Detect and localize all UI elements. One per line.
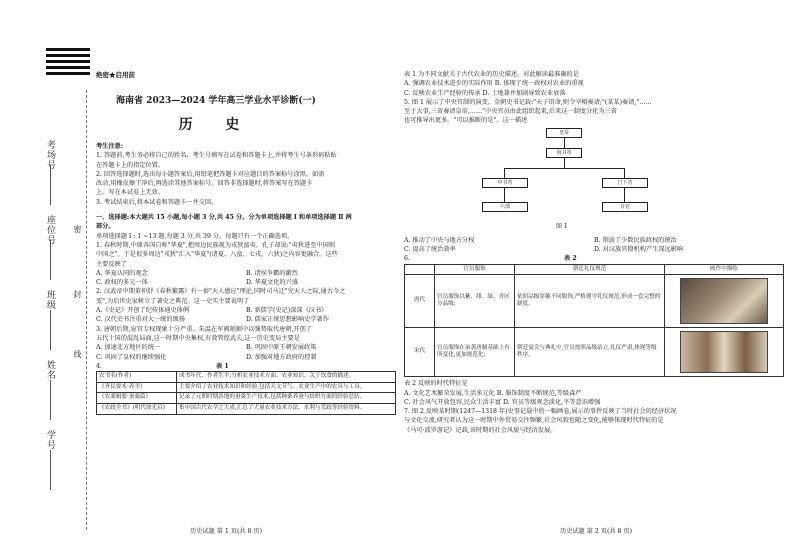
binding-label-2: 座位号 — [45, 215, 55, 245]
diagram-node-left: 中书省 — [482, 178, 528, 188]
table-cell-image — [665, 328, 784, 377]
notice-line: 3. 考试结束后,将本试卷和答题卡一并交回。 — [96, 198, 218, 206]
notice-line: 1. 答题前,考生务必将自己的姓名、考生号填写在试卷和答题卡上,并将考生号条形码粘贴 — [96, 152, 337, 160]
right-column — [404, 70, 788, 435]
tang-painting-image — [680, 278, 768, 324]
notice-line: 上。写在本试卷上无效。 — [96, 189, 165, 197]
notice-block — [96, 142, 400, 207]
figure-1-diagram — [464, 126, 664, 236]
q7-line: 《马可·波罗游记》记载,该时期的社会风貌与经济发展。 — [404, 426, 557, 434]
q4-table — [96, 371, 396, 414]
confidential-mark: 绝密★启用前 — [96, 71, 135, 79]
q3-option-c[interactable]: C. 巩固了皇权的继续强化 — [96, 353, 167, 361]
q2-option-c[interactable]: C. 汉代史书注重对大一统的颂扬 — [96, 316, 185, 324]
question-1 — [96, 241, 400, 287]
table-row — [97, 382, 396, 393]
q7-line: 7. 图 2 反映某时期(1247—1318 年)史事记载中的一幅画卷,展示的事件反映了当时社会的经济状况 — [404, 408, 677, 416]
table-cell: 官员服饰以紫、绯、绿、青区分品级; — [435, 275, 515, 328]
q6-question: 表 2 反映的时代特征是 — [404, 380, 468, 388]
diagram-node-mid: 尚书省 — [546, 148, 582, 158]
q4-table-title: 表 1 — [216, 362, 229, 370]
q3-line: 五代十国的混乱局面,这一时期中央集权,有效管控武夫,这一历史变局主要是 — [96, 334, 300, 342]
subject-title: 历 史 — [178, 117, 254, 133]
question-4 — [96, 362, 400, 415]
table-cell: 朝廷宴会与典礼中,官员按照品级站立,礼仪严肃,体现等级秩序。 — [515, 328, 665, 377]
q1-line: 主要反映了 — [96, 260, 127, 268]
q1-line: 1. 春秋时期,中原各国自称"华夏",把周边民族视为戎狄蛮夷。孔子却说:"夷狄进至中国则 — [96, 241, 335, 249]
diagram-edge — [564, 138, 565, 148]
q5-line: 也可推导出更多。"可以推断的是"。这一描述 — [404, 117, 528, 125]
question-6 — [404, 254, 788, 407]
question-7 — [404, 407, 788, 435]
diagram-node-top: 皇帝 — [546, 128, 582, 138]
cut-line — [86, 90, 87, 530]
table-cell: 官员服饰在承袭唐制基础上有所变化,更加规范化; — [435, 328, 515, 377]
q5-line: 5. 图 1 展示了中央官制的演变。金朝史书记载:"天子诏命,则令宰相奏请;"(某某)奏请,"…… — [404, 98, 652, 106]
q6-table-title: 表 2 — [564, 255, 577, 263]
diagram-edge — [624, 188, 625, 202]
q3-line: 3. 唐朝后期,宦官专权现象十分严重。朱温在军阀割据中以强势取代唐朝,开创了 — [96, 325, 312, 333]
table-cell: 《农桑辑要·蚕桑篇》 — [97, 393, 177, 404]
section-title-cont: 部分。 — [96, 223, 115, 231]
table-header: 朝廷礼仪规范 — [515, 264, 665, 275]
q3-option-b[interactable]: B. 巩固中原王朝发展政策 — [246, 344, 317, 352]
binding-line-2 — [50, 240, 51, 280]
q7-line: 与文化交流,研究者认为这一时期中外贸易交往频繁,社会风貌也随之变化,能够体现时代特征的是 — [404, 417, 664, 425]
table-row — [97, 393, 396, 404]
notice-title: 考生注意: — [96, 143, 124, 150]
table-row — [405, 275, 784, 328]
q2-option-a[interactable]: A.《史记》开创了纪传体通史体例 — [96, 307, 190, 315]
table-header: 画作中描绘 — [665, 264, 784, 275]
q4-question: 表 1 为不同文献关于古代农业的历史描述。对此解读最准确的是 — [404, 71, 579, 78]
q5-option-d[interactable]: D. 对汉族官僚机构产生深远影响 — [594, 246, 684, 254]
binding-label-1: 考场号 — [45, 140, 55, 170]
binding-line-4 — [50, 380, 51, 420]
q4-options-row[interactable]: C. 反映农业生产经验的传承 D. 土地兼并加剧导致农业衰落 — [404, 89, 566, 97]
q1-option-b[interactable]: B. 诸侯争霸的激烈 — [246, 269, 298, 277]
table-cell: 依照品级穿戴不同服饰,严格遵守礼仪规范,形成一套完整的制度。 — [515, 275, 665, 328]
q2-option-d[interactable]: D. 儒家正统思想影响史学著作 — [246, 316, 329, 324]
q6-table — [404, 264, 784, 378]
left-column — [96, 70, 400, 415]
binding-line-1 — [50, 165, 51, 205]
q3-option-a[interactable]: A. 加速北方地区的统一 — [96, 344, 161, 352]
diagram-edge — [504, 168, 505, 178]
footer-right: 历史试题 第 2 页(共 8 页) — [560, 528, 633, 535]
table-cell: 农书名(作者) — [97, 372, 177, 383]
q5-option-a[interactable]: A. 推动了中央与地方分权 — [404, 236, 475, 244]
diagram-edge — [504, 168, 624, 169]
q1-line: 中国之"。于是很多周边"戎狄"汇入"华夏"(诸夏、八蛮、七戎、六狄)之内容更融合。这些 — [96, 251, 338, 259]
diagram-edge — [504, 188, 505, 202]
q1-option-d[interactable]: D. 华夏文化的兴盛 — [246, 279, 298, 287]
q2-option-b[interactable]: B. 新儒学(史记)深深《汉书》 — [246, 307, 328, 315]
question-3 — [96, 325, 400, 362]
table-cell: 主要介绍了农业技术知识和经验,包括天文节气、农业生产中的农具与工具。 — [177, 382, 396, 393]
seal-char-2: 封 — [73, 290, 82, 299]
table-header-row — [405, 264, 784, 275]
notice-line: 改动,用橡皮擦干净后,再选涂其他答案标号。回答非选择题时,将答案写在答题卡 — [96, 180, 313, 188]
q6-options-row[interactable]: C. 社会风气开放包容,民众生活丰富 D. 官员等级观念淡化,平等意识增强 — [404, 398, 601, 406]
q2-line: 2. 汉武帝中期董仲舒《春秋繁露》有一套"天人感应"理论,同时司马迁"究天人之际,通古今之 — [96, 288, 346, 296]
section-sub: 单项选择题 Ⅰ : 1 ~13 题,每题 3 分,共 39 分。每题只有一个正确选项。 — [96, 232, 294, 240]
table-header: 官员服饰 — [435, 264, 515, 275]
q2-line: 变",为后世史家树立了著史之典范。这一史实主要说明了 — [96, 297, 250, 305]
table-row — [97, 403, 396, 414]
table-cell: 集中国古代农学之大成,汇总了大量农业技术方法、水利与荒政等经验资料。 — [177, 403, 396, 414]
figure-1-caption: 图 1 — [556, 222, 568, 230]
table-cell: 成书年代、作者生平;分析农业技术方面、农业知识、关于饮食的描述。 — [177, 372, 396, 383]
exam-title: 海南省 2023—2024 学年高三学业水平诊断(一) — [116, 96, 316, 106]
binding-label-3: 班级 — [45, 290, 55, 310]
q5-option-c[interactable]: C. 提高了统治效率 — [404, 246, 456, 254]
table-cell: 记录了元朝时期各地的蚕桑生产技术,包括种桑养蚕与纺织方面的经验总结。 — [177, 393, 396, 404]
q3-option-d[interactable]: D. 加强对地方政府的控制 — [246, 353, 317, 361]
notice-line: 2. 回答选择题时,选出每小题答案后,用铅笔把答题卡对应题目的答案标号涂黑。如需 — [96, 170, 325, 178]
diagram-edge — [624, 168, 625, 178]
question-5 — [404, 98, 788, 254]
binding-label-4: 姓名 — [45, 360, 55, 380]
q5-line: 至于大事,三省奏请皇帝,……"中央官员由此组织起来,后来这一制度分化为三省 — [404, 108, 617, 116]
notice-line: 在答题卡上的指定位置。 — [96, 161, 165, 169]
diagram-node-right-sub: 百官 — [602, 202, 648, 212]
q4-options-row[interactable]: A. 强调农业技术进步的实际作用 B. 体现了统一政权对农业的重视 — [404, 80, 584, 88]
table-row — [405, 328, 784, 377]
q6-options-row[interactable]: A. 文化艺术繁荣发展,生活多元化 B. 服饰制度不断规范,等级森严 — [404, 389, 582, 397]
diagram-node-right: 门下省 — [602, 178, 648, 188]
table-cell-image — [665, 275, 784, 328]
q1-option-a[interactable]: A. 华夏认同的观念 — [96, 269, 148, 277]
seal-char-3: 线 — [73, 350, 82, 359]
section-one — [96, 213, 400, 241]
table-cell: 《农政全书》(明代徐光启) — [97, 403, 177, 414]
table-header — [405, 264, 435, 275]
seal-char-1: 密 — [73, 225, 82, 234]
binding-margin — [0, 0, 90, 560]
barcode-stripes — [46, 45, 90, 75]
table-cell: 宋代 — [405, 328, 435, 377]
q1-option-c[interactable]: C. 政权的多元一体 — [96, 279, 148, 287]
section-title: 一、选择题:本大题共 15 小题,每小题 3 分,共 45 分。分为单项选择题 Ⅰ 和单项选择题 Ⅱ 两 — [96, 214, 352, 222]
question-2 — [96, 287, 400, 324]
q6-label: 6. — [404, 255, 410, 263]
binding-line-3 — [50, 310, 51, 350]
song-painting-image — [680, 331, 768, 373]
q5-option-b[interactable]: B. 削弱了少数民族政权的统治 — [594, 236, 677, 244]
diagram-edge — [564, 158, 565, 168]
diagram-node-left-sub: 六部 — [482, 202, 528, 212]
table-cell: 《齐民要术·养羊》 — [97, 382, 177, 393]
binding-line-5 — [50, 450, 51, 490]
binding-label-5: 学号 — [45, 430, 55, 450]
q4-label: 4. — [96, 362, 102, 370]
footer-left: 历史试题 第 1 页(共 8 页) — [190, 528, 263, 535]
table-cell: 唐代 — [405, 275, 435, 328]
table-row — [97, 372, 396, 383]
